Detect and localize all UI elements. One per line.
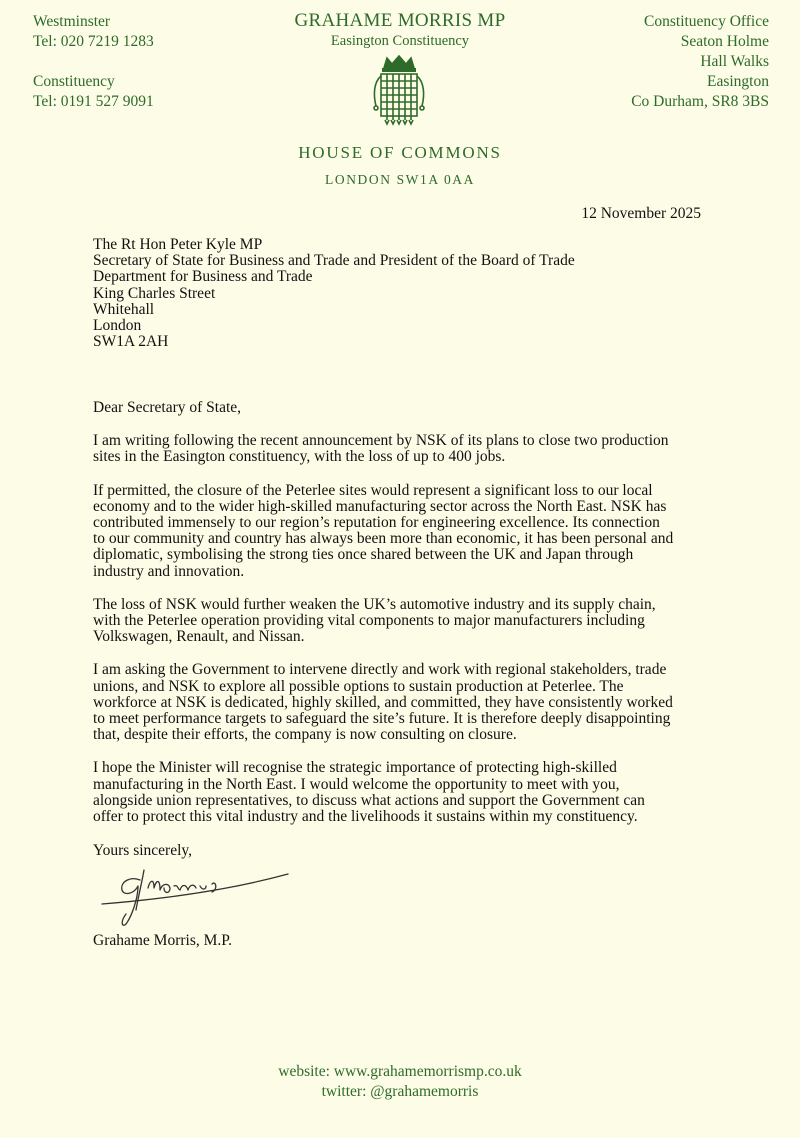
signature-image: [92, 858, 297, 930]
office-line: Co Durham, SR8 3BS: [631, 93, 769, 110]
recipient-street: King Charles Street: [93, 284, 216, 302]
office-line: Hall Walks: [700, 53, 769, 70]
letter-date: 12 November 2025: [581, 205, 701, 222]
footer-website[interactable]: website: www.grahamemorrismp.co.uk: [278, 1063, 522, 1080]
westminster-tel: Tel: 020 7219 1283: [33, 33, 154, 50]
letter-body: [93, 400, 733, 842]
signer-name: Grahame Morris, M.P.: [93, 932, 233, 949]
office-line: Seaton Holme: [680, 33, 769, 50]
mp-constituency: Easington Constituency: [330, 33, 470, 49]
recipient-city: London: [93, 317, 142, 335]
footer-twitter[interactable]: twitter: @grahamemorris: [321, 1083, 479, 1100]
spacer: [33, 52, 154, 72]
house-of-commons-heading: HOUSE OF COMMONS: [298, 143, 502, 162]
westminster-label: Westminster: [33, 13, 111, 30]
recipient-department: Department for Business and Trade: [93, 268, 313, 286]
portcullis-icon: [370, 54, 428, 126]
recipient-area: Whitehall: [93, 300, 155, 318]
constituency-label: Constituency: [33, 73, 115, 90]
body-paragraph: I hope the Minister will recognise the strategic importance of protecting high-skilled manufacturing in the North East. I would welcome the opportunity to meet with you, alongside union representatives, to discuss what actions and support the Government can offer to protect this vital industry and the livelihoods it sustains within my constituency.: [93, 759, 645, 826]
mp-name: GRAHAME MORRIS MP: [294, 10, 506, 31]
salutation: Dear Secretary of State,: [93, 399, 242, 416]
recipient-address: [93, 237, 575, 350]
closing: Yours sincerely,: [93, 842, 193, 859]
body-paragraph: I am writing following the recent announcement by NSK of its plans to close two production sites in the Easington constituency, with the loss of up to 400 jobs.: [93, 432, 669, 466]
recipient-title: Secretary of State for Business and Trade and President of the Board of Trade: [93, 252, 575, 270]
constituency-tel: Tel: 0191 527 9091: [33, 93, 154, 110]
office-line: Constituency Office: [644, 13, 769, 30]
constituency-office-block: [631, 12, 769, 112]
recipient-postcode: SW1A 2AH: [93, 333, 169, 351]
body-paragraph: The loss of NSK would further weaken the UK’s automotive industry and its supply chain, with the Peterlee operation providing vital components to major manufacturers including Volkswagen, Renault, and Nissan.: [93, 595, 656, 646]
london-address: LONDON SW1A 0AA: [325, 172, 475, 187]
office-line: Easington: [707, 73, 769, 90]
footer: [0, 1062, 800, 1102]
body-paragraph: If permitted, the closure of the Peterlee sites would represent a significant loss to our local economy and to the wider high-skilled manufacturing sector across the North East. NSK has contributed immensely to our region’s reputation for engineering excellence. Its connection to our community and country has always been more than economic, it has been personal and diplomatic, symbolising the strong ties once shared between the UK and Japan through industry and innovation.: [93, 481, 674, 580]
body-paragraph: I am asking the Government to intervene directly and work with regional stakeholders, trade unions, and NSK to explore all possible options to sustain production at Peterlee. The workforce at NSK is dedicated, highly skilled, and committed, they have consistently worked to meet performance targets to safeguard the site’s future. It is therefore deeply disappointing that, despite their efforts, the company is now consulting on closure.: [93, 661, 673, 744]
recipient-name: The Rt Hon Peter Kyle MP: [93, 236, 263, 253]
